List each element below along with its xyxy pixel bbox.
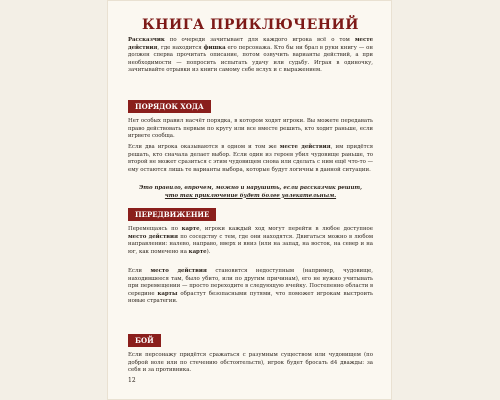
movement-text-7: обрастут безопасными путями, что поможет игрокам выстроить новые стратегии. xyxy=(128,290,373,304)
movement-bold-4: место действия xyxy=(150,268,207,274)
section-heading-movement: ПЕРЕДВИЖЕНИЕ xyxy=(128,208,216,221)
intro-text-1: по очереди зачитывает для каждого игрока всё о том xyxy=(164,37,355,43)
turn-order-note-line-1: Это правило, впрочем, можно и нарушить, если рассказчик решит, xyxy=(139,185,362,191)
movement-text-6: становится недоступным (например, чудовище, находившееся там, было убито, или по другим причинам), его не нужно учитывать при перемещении — просто переходите в следующую ячейку. Постепенно области в середине xyxy=(128,268,373,297)
turn-order-text-2: , им придётся решать, кто сначала делает выбор. Если один из героев убил чудовище раньше, то второй не может сразиться с этим чудовищем снова или сделать с ним ещё что-то — ему остаются лишь те варианты выбора, которые будут логичны в данной ситуации. xyxy=(128,144,373,173)
turn-order-paragraph-2 xyxy=(128,144,373,174)
movement-text-4: ). xyxy=(206,248,211,255)
movement-text-2: , игроки каждый ход могут перейти в любое доступное xyxy=(199,226,373,232)
intro-paragraph xyxy=(128,37,373,75)
movement-paragraph-1 xyxy=(128,226,373,256)
movement-text-1: Перемещаясь по xyxy=(128,226,182,232)
intro-bold-1: Рассказчик xyxy=(128,37,165,43)
turn-order-text-1: Если два игрока оказываются в одном и том же xyxy=(128,144,280,150)
movement-paragraph-2 xyxy=(128,268,373,306)
movement-text-5: Если xyxy=(128,268,151,274)
intro-bold-2: месте действия xyxy=(128,37,373,51)
turn-order-bold-1: месте действия xyxy=(279,144,331,150)
turn-order-note-line-2: что так приключение будет более увлекательным. xyxy=(164,192,337,199)
page-number: 12 xyxy=(128,377,136,384)
turn-order-paragraph-1: Нет особых правил насчёт порядка, в котором ходят игроки. Вы можете передавать право действовать первым по кругу или все вместе решить, кто ходит раньше, если игрвете сообща. xyxy=(128,118,373,139)
turn-order-note xyxy=(128,185,373,200)
movement-bold-5: карты xyxy=(157,290,178,297)
movement-bold-2: место действия xyxy=(128,233,179,240)
page-title: КНИГА ПРИКЛЮЧЕНИЙ xyxy=(142,17,359,33)
intro-text-3: его персонажа. Кто бы ни брал в руки книгу — он должен сперва прочитать описание, потом озвучить варианты действий, а при необходимости — попросить испытать удачу или судьбу. Играя в одиночку, зачитывайте отрывки из книги самому себе вслух и с выражением. xyxy=(128,44,373,73)
movement-bold-1: карте xyxy=(181,226,200,232)
section-heading-turn-order: ПОРЯДОК ХОДА xyxy=(128,100,211,113)
combat-paragraph: Если персонажу придётся сражаться с разумным существом или чудовищем (по доброй воле или по стечению обстоятельств), игрок будет бросать d4 дважды: за себя и за противника. xyxy=(128,352,373,373)
movement-bold-3: карте xyxy=(188,248,207,255)
intro-text-2: , где находится xyxy=(157,44,204,51)
movement-text-3: по соседству с тем, где они находятся. Двигаться можно в любом направлении: налево, направо, вверх и вниз (или на запад, на восток, на север и на юг, как помечено на xyxy=(128,233,374,255)
intro-bold-3: фишка xyxy=(203,44,226,51)
section-heading-combat: БОЙ xyxy=(128,334,161,347)
